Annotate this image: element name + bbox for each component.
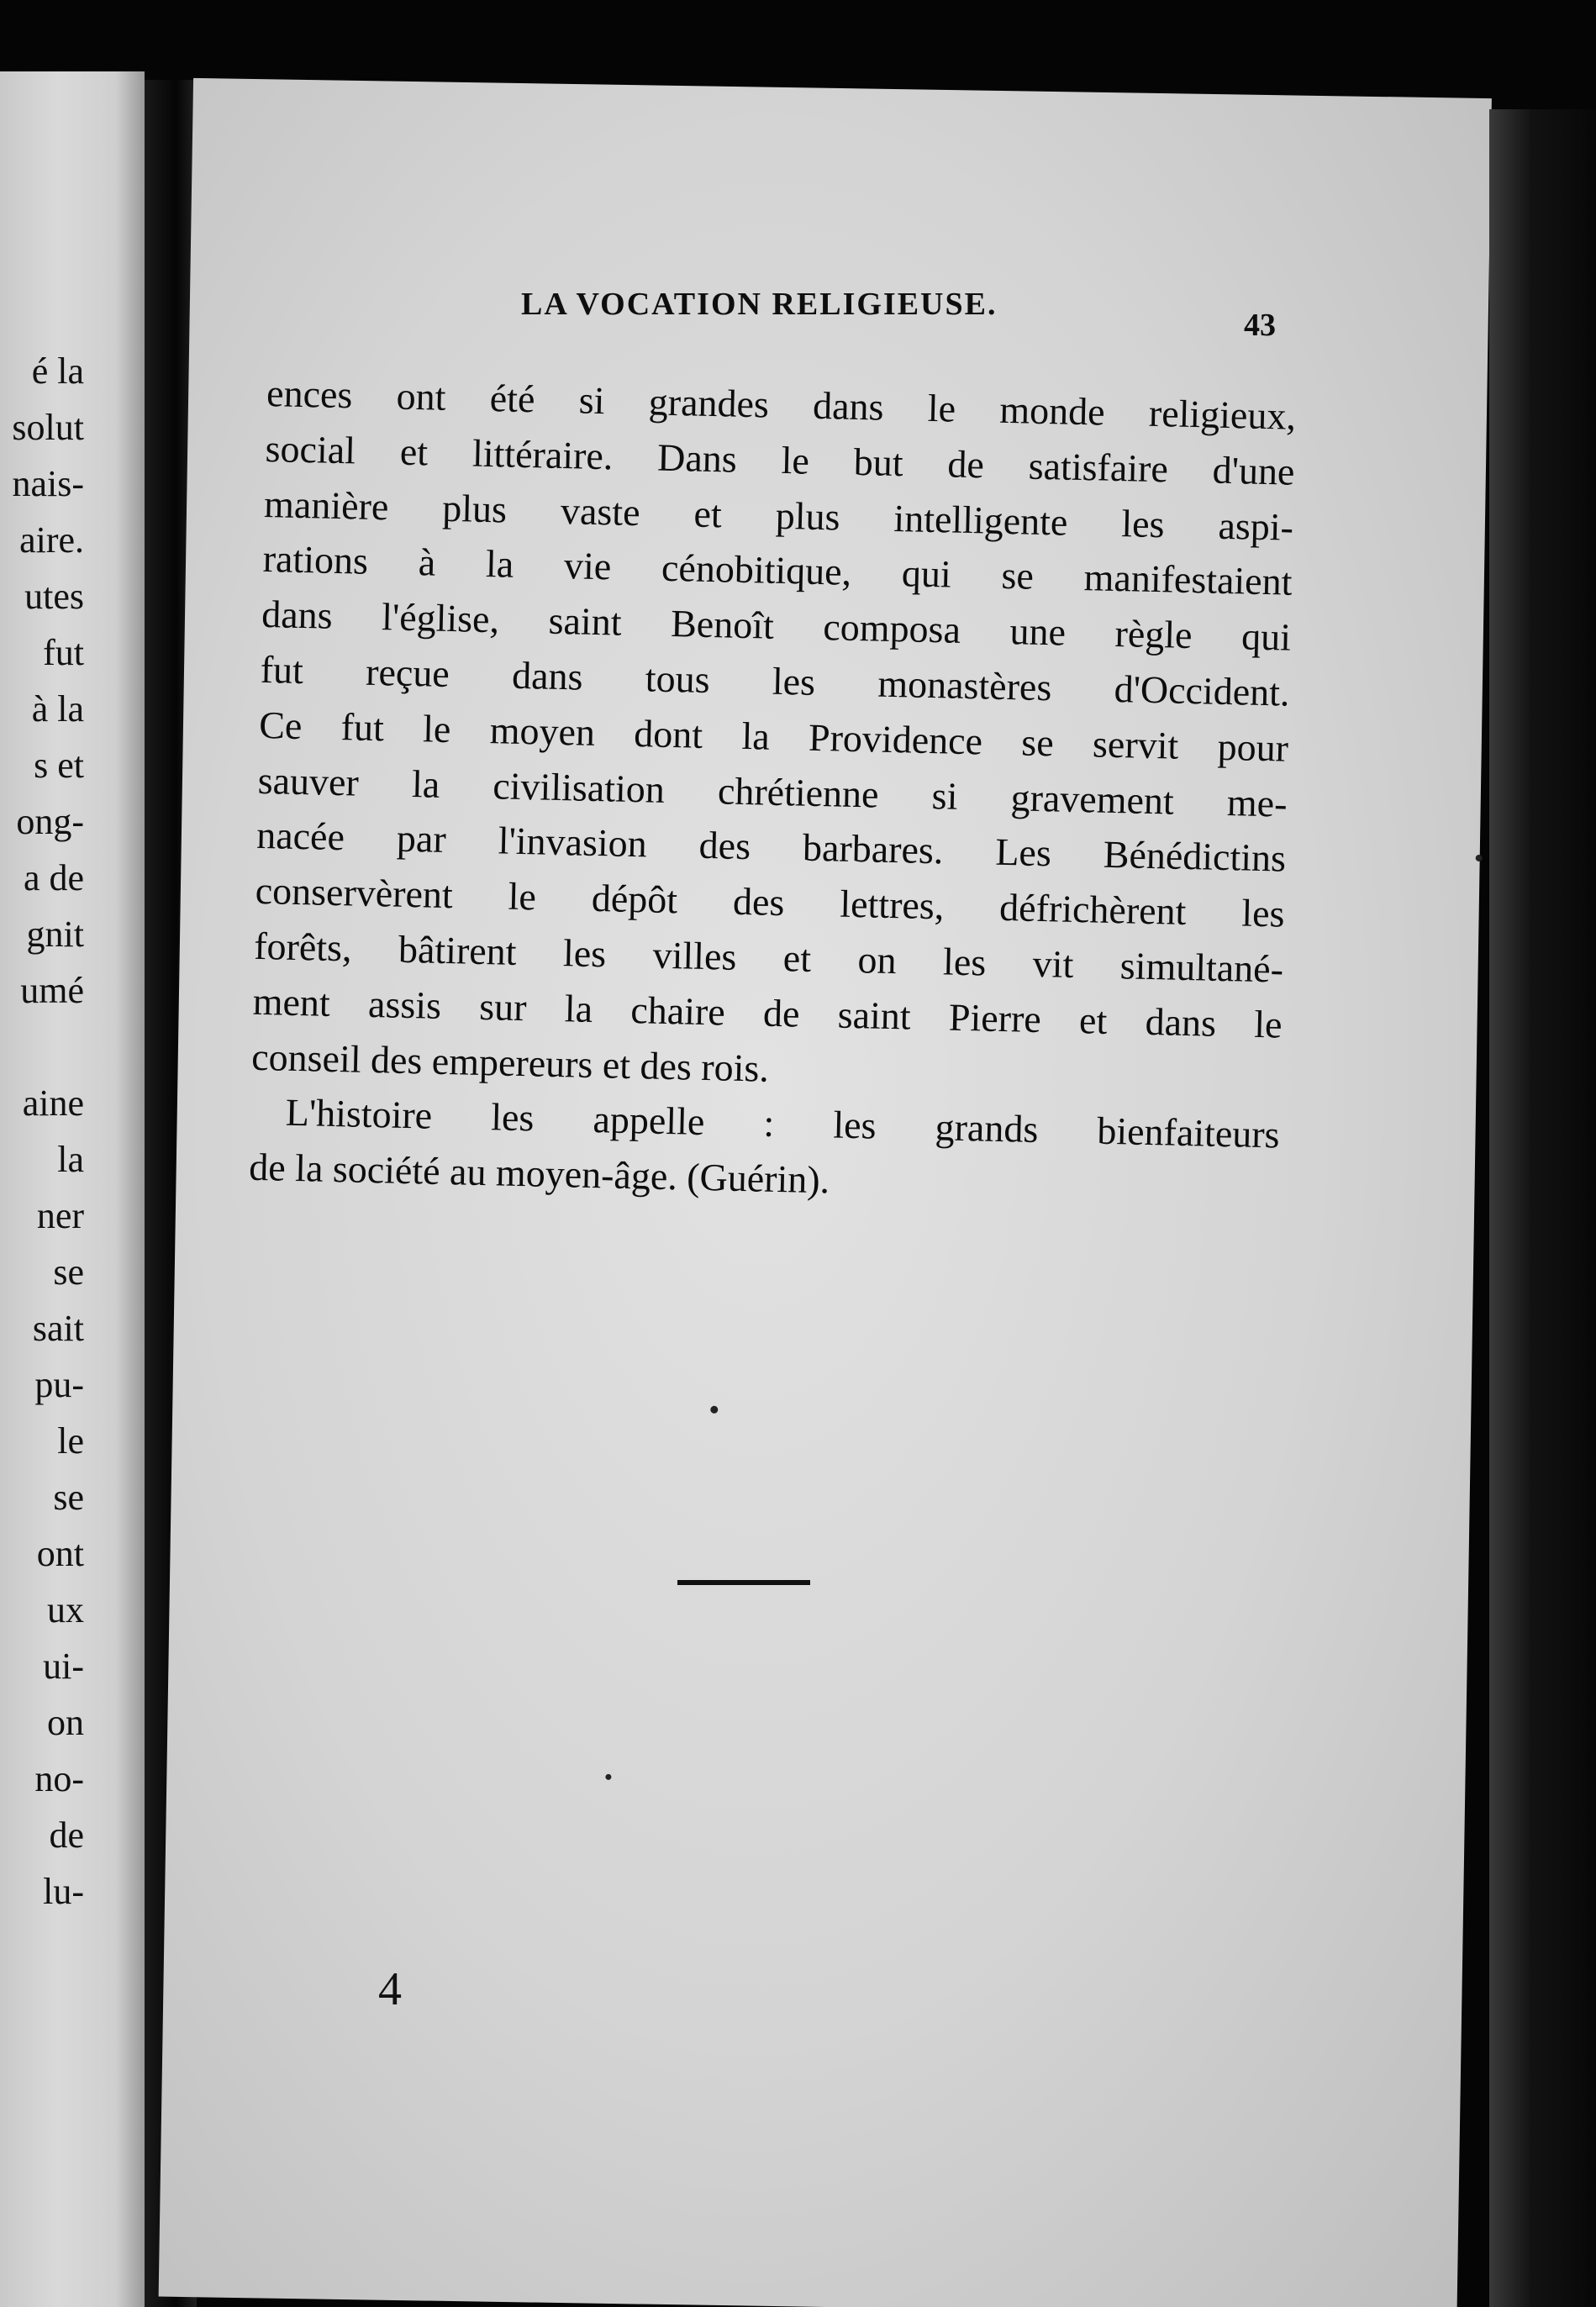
text-line: Ce fut le moyen dont la Providence se servit pour xyxy=(258,703,1289,770)
left-page-line: utes xyxy=(24,576,84,617)
left-page-line: ong- xyxy=(16,801,84,842)
left-page-line: aine xyxy=(22,1082,84,1124)
left-page-line: umé xyxy=(20,970,84,1011)
ink-speck xyxy=(710,1406,718,1414)
text-line: manière plus vaste et plus intelligente les aspi- xyxy=(263,482,1294,549)
left-page-line: no- xyxy=(34,1758,84,1799)
left-page-line: la xyxy=(57,1139,84,1180)
left-page-line: se xyxy=(53,1477,84,1518)
left-page-line: de xyxy=(49,1815,84,1856)
left-page-line: pu- xyxy=(34,1364,84,1405)
text-line: conservèrent le dépôt des lettres, défrichèrent les xyxy=(255,869,1286,935)
left-page-line: à la xyxy=(31,688,84,729)
page-edge-shadow xyxy=(1489,109,1596,2307)
left-page-line: gnit xyxy=(26,914,84,955)
running-head: LA VOCATION RELIGIEUSE. xyxy=(521,287,998,322)
left-page-line: on xyxy=(47,1702,84,1743)
left-page-line: nais- xyxy=(12,463,84,504)
ink-speck xyxy=(1476,855,1483,861)
body-text xyxy=(249,366,1297,1218)
left-page-line: solut xyxy=(12,407,84,448)
left-page-line: lu- xyxy=(43,1871,84,1912)
left-page-line: le xyxy=(57,1420,84,1462)
text-line: sauver la civilisation chrétienne si gravement me- xyxy=(257,758,1288,825)
text-line: conseil des empereurs et des rois. xyxy=(250,1035,770,1090)
text-line: fut reçue dans tous les monastères d'Occident. xyxy=(260,647,1291,714)
text-line: rations à la vie cénobitique, qui se manifestaient xyxy=(262,537,1293,604)
text-line: L'histoire les appelle : les grands bienfaiteurs xyxy=(285,1091,1281,1156)
left-page-line: ux xyxy=(47,1589,84,1630)
section-rule xyxy=(677,1580,810,1585)
text-line: de la société au moyen-âge. (Guérin). xyxy=(248,1145,830,1202)
text-line: nacée par l'invasion des barbares. Les Bénédictins xyxy=(255,814,1287,881)
ink-speck xyxy=(605,1774,611,1780)
signature-mark: 4 xyxy=(378,1963,402,2015)
page-number: 43 xyxy=(1244,308,1276,343)
left-page-line: fut xyxy=(43,632,84,673)
text-line: social et littéraire. Dans le but de satisfaire d'une xyxy=(265,426,1296,493)
left-page-line: s et xyxy=(34,745,84,786)
left-page-line: é la xyxy=(31,350,84,392)
left-page-line: aire. xyxy=(19,519,84,561)
text-line: ment assis sur la chaire de saint Pierre et dans le xyxy=(252,979,1283,1046)
left-page-line: a de xyxy=(23,857,84,898)
left-page-line: ont xyxy=(36,1533,84,1574)
left-page-line: sait xyxy=(32,1308,84,1349)
left-page-line: ui- xyxy=(43,1646,84,1687)
left-page-line: se xyxy=(53,1251,84,1293)
previous-page-fragment xyxy=(0,71,145,2307)
text-line: dans l'église, saint Benoît composa une règle qui xyxy=(261,593,1292,659)
text-line: ences ont été si grandes dans le monde religieux, xyxy=(266,371,1297,438)
text-line: forêts, bâtirent les villes et on les vit simultané- xyxy=(253,924,1284,991)
left-page-line: ner xyxy=(36,1195,84,1236)
